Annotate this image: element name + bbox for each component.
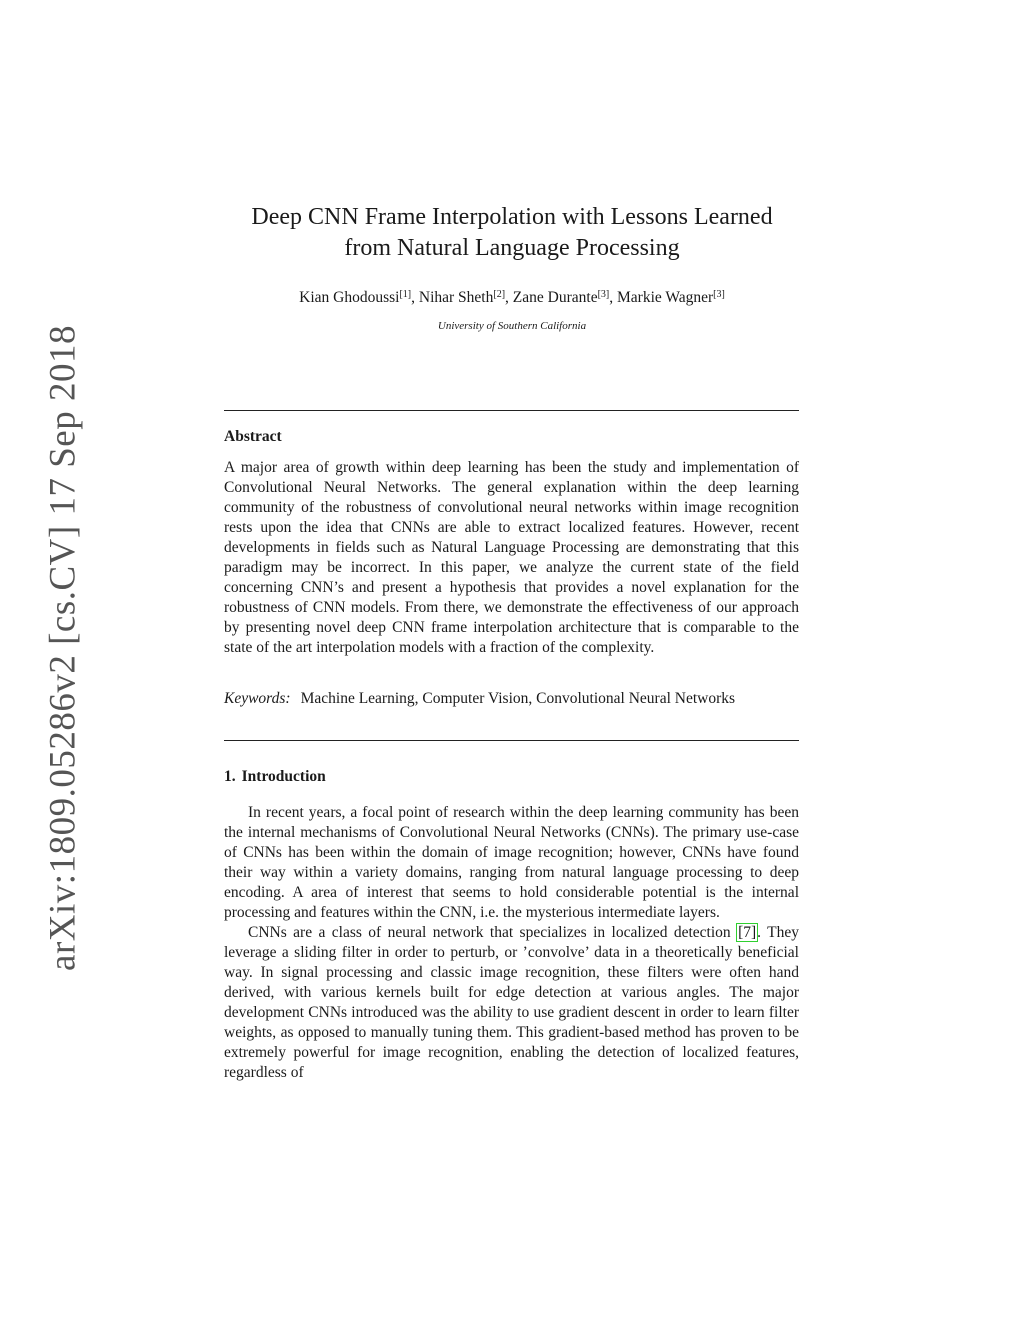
affiliation: University of Southern California [437, 320, 587, 332]
introduction-body [224, 803, 799, 1083]
abstract-heading: Abstract [224, 428, 282, 445]
keywords [224, 689, 799, 709]
abstract-bottom-rule [224, 740, 799, 741]
intro-paragraph-1: In recent years, a focal point of research within the deep learning community has been the internal mechanisms of Convolutional Neural Networks (CNNs). The primary use-case of CNNs has been within the domain of image recognition; however, CNNs have found their way within a variety domains, ranging from natural language processing to deep encoding. A area of interest that seems to hold considerable potential is the internal processing and features within the CNN, i.e. the mysterious intermediate layers. [224, 804, 799, 921]
citation-link[interactable]: [7] [738, 924, 757, 941]
abstract-body [224, 458, 799, 658]
author-separator: , [411, 289, 419, 306]
paper-title [212, 202, 812, 264]
author-list [212, 289, 812, 307]
affiliation-mark: [3] [713, 289, 725, 300]
section-title: Introduction [241, 768, 326, 785]
affiliation-mark: [2] [493, 289, 506, 300]
affiliation-mark: [1] [399, 289, 412, 300]
section-heading [224, 768, 326, 786]
intro-paragraph-2 [224, 923, 799, 1083]
paragraph-text: . They leverage a sliding filter in order to perturb, or ’convolve’ data in a theoretically beneficial way. In signal processing and classic image recognition, these filters were often hand derived, with various kernels built for edge detection at various angles. The major development CNNs introduced was the ability to use gradient descent in order to learn filter weights, as opposed to manually tuning them. This gradient-based method has proven to be extremely powerful for image recognition, enabling the detection of localized features, regardless of [224, 924, 799, 1081]
author-name: Nihar Sheth [418, 289, 494, 306]
author-separator: , [609, 289, 617, 306]
keywords-text: Machine Learning, Computer Vision, Convolutional Neural Networks [300, 690, 736, 707]
abstract-top-rule [224, 410, 799, 411]
title-line: Deep CNN Frame Interpolation with Lessons Learned [251, 204, 773, 230]
title-line: from Natural Language Processing [344, 235, 680, 261]
arxiv-identifier: arXiv:1809.05286v2 [cs.CV] 17 Sep 2018 [42, 325, 84, 971]
section-number: 1. [224, 768, 236, 785]
paragraph-text: CNNs are a class of neural network that specializes in localized detection [248, 924, 738, 941]
affiliation-mark: [3] [597, 289, 610, 300]
abstract-text: A major area of growth within deep learning has been the study and implementation of Convolutional Neural Networks. The general explanation within the deep learning community of the robustness of convolutional neural networks within image recognition rests upon the idea that CNNs are able to extract localized features. However, recent developments in fields such as Natural Language Processing are demonstrating that this paradigm may be incorrect. In this paper, we analyze the current state of the field concerning CNN’s and present a hypothesis that provides a novel explanation for the robustness of CNN models. From there, we demonstrate the effectiveness of our approach by presenting novel deep CNN frame interpolation architecture that is comparable to the state of the art interpolation models with a fraction of the complexity. [224, 459, 799, 656]
author-separator: , [505, 289, 513, 306]
author-name: Markie Wagner [617, 289, 714, 306]
author-name: Zane Durante [512, 289, 598, 306]
keywords-label: Keywords: [224, 690, 291, 707]
author-name: Kian Ghodoussi [299, 289, 400, 306]
